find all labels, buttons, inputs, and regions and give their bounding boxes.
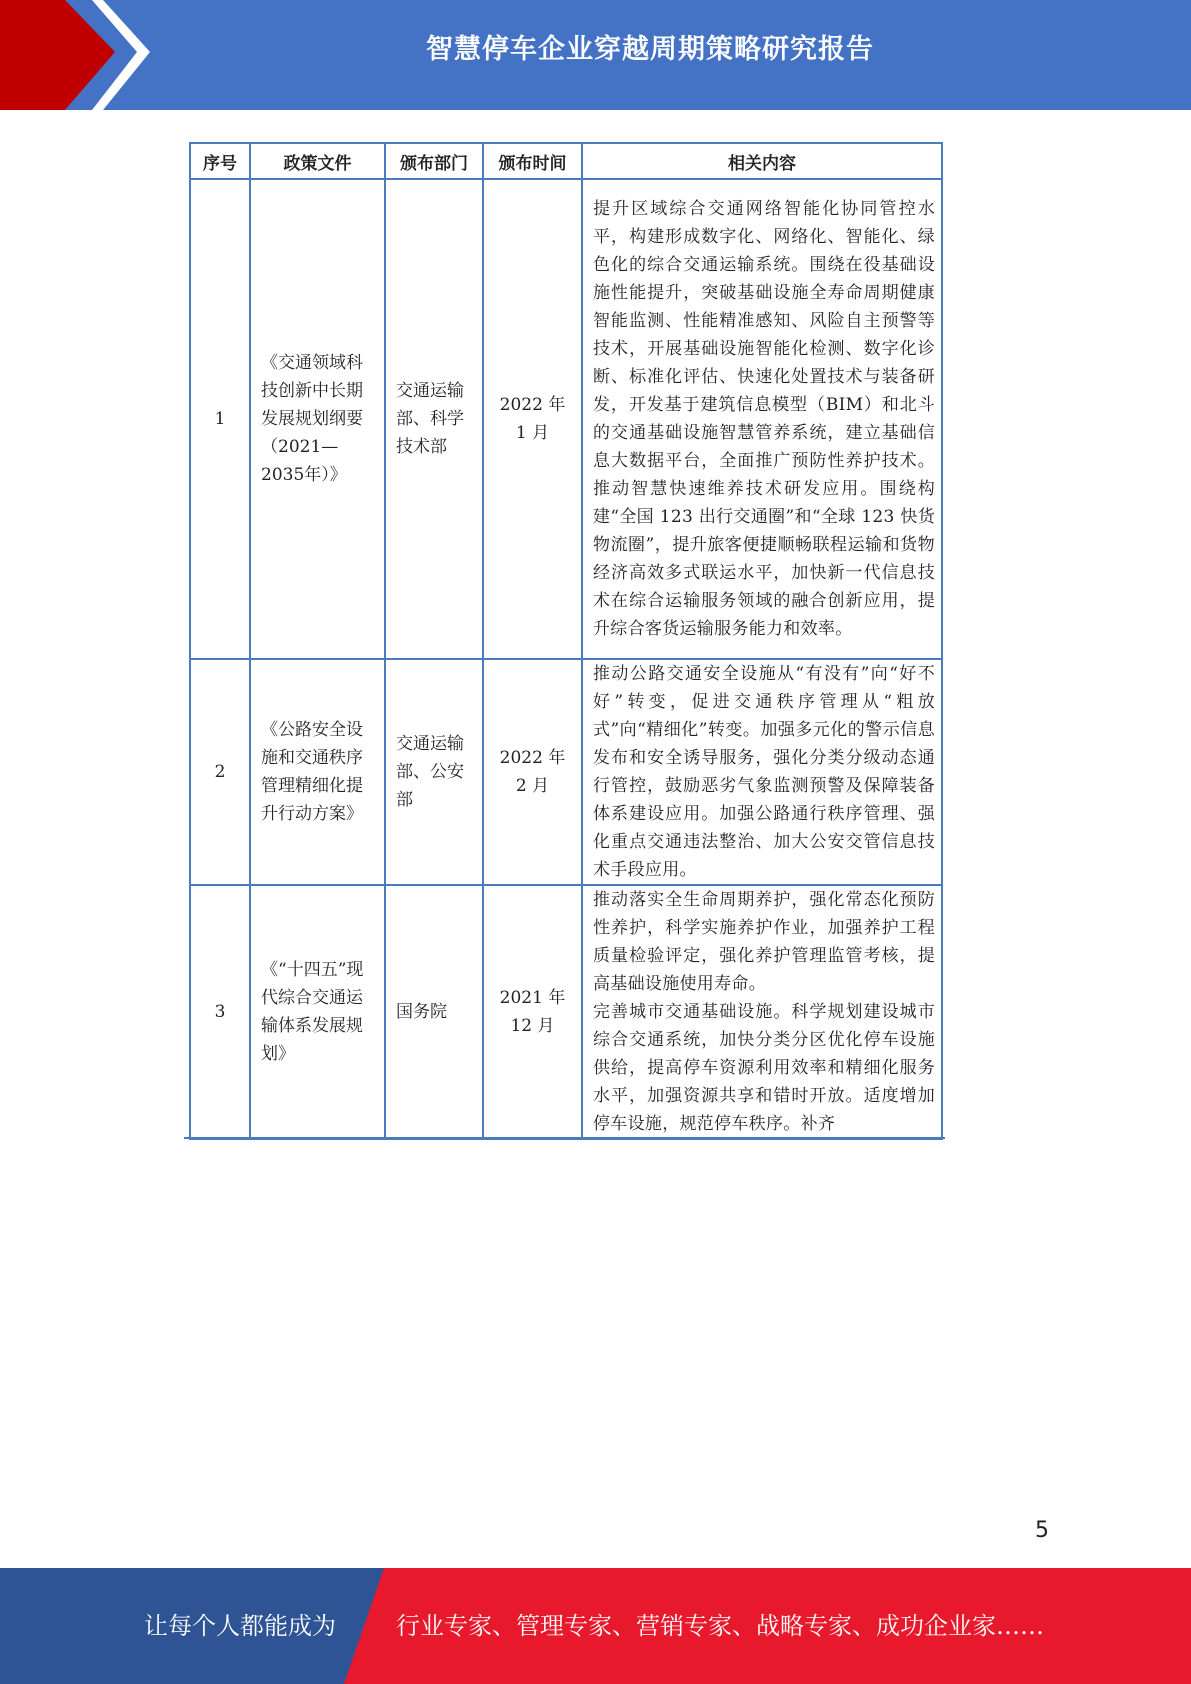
row-serial-number: 2	[190, 659, 250, 885]
report-title: 智慧停车企业穿越周期策略研究报告	[426, 34, 874, 65]
row-policy-document: 《“十四五”现代综合交通运输体系发展规划》	[250, 885, 385, 1139]
table-bottom-rule	[184, 1137, 945, 1139]
row-issue-date: 2022 年 1 月	[483, 179, 582, 659]
row-issuing-department: 交通运输部、科学技术部	[385, 179, 483, 659]
footer-slogan-roles: 行业专家、管理专家、营销专家、战略专家、成功企业家……	[396, 1612, 1044, 1640]
header-issue-date: 颁布时间	[483, 143, 582, 179]
header-related-content: 相关内容	[582, 143, 942, 179]
table-row	[190, 885, 942, 1139]
content-paragraph: 完善城市交通基础设施。科学规划建设城市综合交通系统，加快分类分区优化停车设施供给，提高停车资源利用效率和精细化服务水平，加强资源共享和错时开放。适度增加停车设施，规范停车秩序。补齐	[593, 1002, 935, 1134]
page-header	[0, 0, 1191, 110]
row-serial-number: 1	[190, 179, 250, 659]
row-issuing-department: 国务院	[385, 885, 483, 1139]
page-number: 5	[1035, 1518, 1049, 1543]
header-chevron-decoration	[0, 0, 150, 110]
row-issue-date: 2021 年 12 月	[483, 885, 582, 1139]
header-serial-number: 序号	[190, 143, 250, 179]
header-issuing-department: 颁布部门	[385, 143, 483, 179]
row-related-content	[582, 885, 942, 1139]
row-related-content: 提升区域综合交通网络智能化协同管控水平，构建形成数字化、网络化、智能化、绿色化的综合交通运输系统。围绕在役基础设施性能提升，突破基础设施全寿命周期健康智能监测、性能精准感知、风险自主预警等技术，开展基础设施智能化检测、数字化诊断、标准化评估、快速化处置技术与装备研发，开发基于建筑信息模型（BIM）和北斗的交通基础设施智慧管养系统，建立基础信息大数据平台，全面推广预防性养护技术。推动智慧快速维养技术研发应用。围绕构建“全国 123 出行交通圈”和“全球 123 快货物流圈”，提升旅客便捷顺畅联程运输和货物经济高效多式联运水平，加快新一代信息技术在综合运输服务领域的融合创新应用，提升综合客货运输服务能力和效率。	[582, 179, 942, 659]
content-paragraph: 推动落实全生命周期养护，强化常态化预防性养护，科学实施养护作业，加强养护工程质量检验评定，强化养护管理监管考核，提高基础设施使用寿命。	[593, 890, 935, 994]
table-header-row	[190, 143, 942, 179]
row-serial-number: 3	[190, 885, 250, 1139]
policy-table	[189, 142, 943, 1140]
footer-slogan-lead: 让每个人都能成为	[144, 1612, 336, 1640]
page-footer	[0, 1568, 1191, 1684]
row-issuing-department: 交通运输部、公安部	[385, 659, 483, 885]
row-issue-date: 2022 年 2 月	[483, 659, 582, 885]
table-row	[190, 659, 942, 885]
row-policy-document: 《公路安全设施和交通秩序管理精细化提升行动方案》	[250, 659, 385, 885]
table-row	[190, 179, 942, 659]
row-policy-document: 《交通领域科技创新中长期发展规划纲要（2021—2035年）》	[250, 179, 385, 659]
header-policy-document: 政策文件	[250, 143, 385, 179]
row-related-content: 推动公路交通安全设施从“有没有”向“好不好”转变，促进交通秩序管理从“粗放式”向“精细化”转变。加强多元化的警示信息发布和安全诱导服务，强化分类分级动态通行管控，鼓励恶劣气象监测预警及保障装备体系建设应用。加强公路通行秩序管理、强化重点交通违法整治、加大公安交管信息技术手段应用。	[582, 659, 942, 885]
